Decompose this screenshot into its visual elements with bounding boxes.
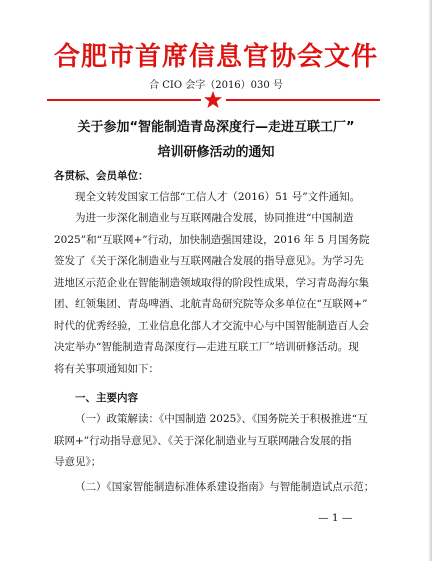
paragraph-line: （一）政策解读：《中国制造 2025》、《国务院关于积极推进“互 (75, 413, 368, 425)
notice-title-line1: 关于参加“智能制造青岛深度行—走进互联工厂” (77, 120, 355, 135)
letterhead-title: 合肥市首席信息官协会文件 (53, 42, 378, 72)
paragraph-line: 进地区示范企业在智能制造领域取得的阶段性成果，学习青岛海尔集 (54, 276, 369, 289)
page-number: — 1 — (318, 512, 353, 524)
document-number: 合 CIO 会字（2016）030 号 (149, 80, 283, 91)
paragraph-line: 为进一步深化制造业与互联网融合发展，协同推进“中国制造 (75, 212, 354, 224)
section-heading: 一、主要内容 (75, 392, 138, 404)
paragraph-line: 联网+”行动指导意见》、《关于深化制造业与互联网融合发展的指 (54, 434, 352, 447)
red-divider-right (226, 99, 380, 101)
red-star-icon (203, 90, 223, 110)
paragraph-line: 签发了《关于深化制造业与互联网融合发展的指导意见》。为学习先 (54, 255, 364, 267)
paragraph-line: 导意见》； (54, 456, 102, 468)
section-item-1 (54, 409, 381, 474)
paragraph-line: 团、红领集团、青岛啤酒、北航青岛研究院等众多单位在“互联网+” (54, 298, 368, 310)
paragraph-line: 时代的优秀经验，工业信息化部人才交流中心与中国智能制造百人会 (54, 319, 369, 332)
paragraph-1 (54, 187, 381, 209)
paragraph-line: （二）《国家智能制造标准体系建设指南》与智能制造试点示范； (75, 481, 375, 493)
paragraph-line: 现全文转发国家工信部“工信人才（2016）51 号”文件通知。 (75, 191, 361, 203)
paragraph-line: 决定举办“智能制造青岛深度行—走进互联工厂”培训研修活动。现 (54, 341, 359, 353)
section-item-2 (54, 477, 381, 499)
notice-title-line2: 培训研修活动的通知 (157, 145, 275, 160)
paragraph-2 (54, 208, 381, 380)
salutation: 各贯标、会员单位： (54, 170, 149, 182)
paragraph-line: 将有关事项通知如下： (54, 362, 159, 375)
red-divider-left (47, 99, 201, 101)
paragraph-line: 2025”和“互联网+”行动，加快制造强国建设，2016 年 5 月国务院 (54, 233, 370, 246)
